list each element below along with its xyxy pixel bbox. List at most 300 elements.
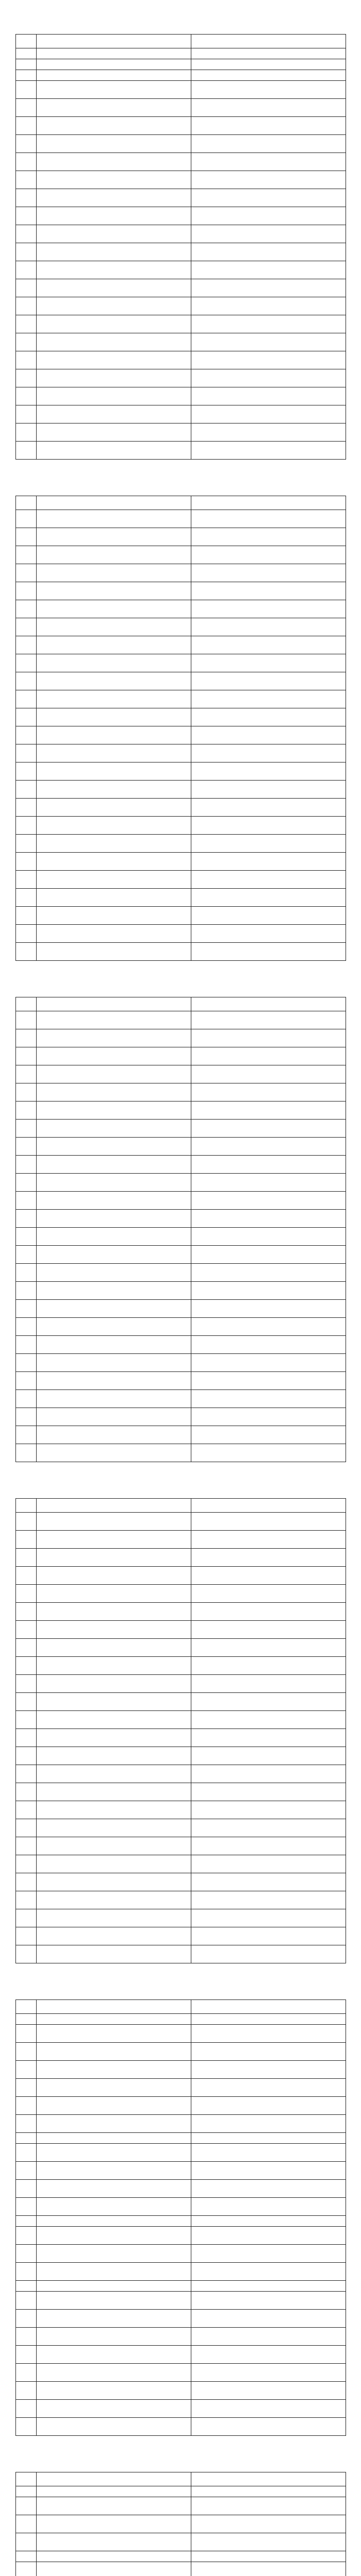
row-project-name xyxy=(37,1927,191,1945)
row-construction-focus xyxy=(191,889,346,907)
table-row xyxy=(16,135,346,153)
table-row xyxy=(16,2400,346,2418)
table-row xyxy=(16,1083,346,1101)
row-number xyxy=(16,1873,37,1891)
table-row xyxy=(16,1426,346,1444)
row-project-name xyxy=(37,171,191,189)
table-row xyxy=(16,1675,346,1693)
row-number xyxy=(16,1192,37,1210)
row-project-name xyxy=(37,528,191,546)
row-number xyxy=(16,1657,37,1675)
row-project-name xyxy=(37,261,191,279)
table-header-row xyxy=(16,2000,346,2014)
row-project-name xyxy=(37,2198,191,2216)
row-construction-focus xyxy=(191,1549,346,1567)
row-construction-focus xyxy=(191,1336,346,1354)
row-number xyxy=(16,423,37,442)
row-project-name xyxy=(37,1675,191,1693)
row-number xyxy=(16,2382,37,2400)
row-construction-focus xyxy=(191,1837,346,1855)
row-project-name xyxy=(37,2515,191,2533)
row-project-name xyxy=(37,1621,191,1639)
row-number xyxy=(16,135,37,153)
row-construction-focus xyxy=(191,817,346,835)
row-number xyxy=(16,333,37,351)
row-number xyxy=(16,59,37,70)
row-number xyxy=(16,943,37,961)
table-row xyxy=(16,2061,346,2079)
row-number xyxy=(16,2346,37,2364)
table-row xyxy=(16,1029,346,1047)
row-project-name xyxy=(37,1855,191,1873)
row-construction-focus xyxy=(191,1390,346,1408)
row-number xyxy=(16,297,37,315)
row-project-name xyxy=(37,1354,191,1372)
row-number xyxy=(16,2400,37,2418)
row-construction-focus xyxy=(191,636,346,654)
table-row xyxy=(16,2043,346,2061)
row-construction-focus xyxy=(191,351,346,369)
table-row xyxy=(16,1873,346,1891)
row-project-name xyxy=(37,2562,191,2576)
table-group-row xyxy=(16,2486,346,2497)
row-construction-focus xyxy=(191,48,346,59)
row-construction-focus xyxy=(191,1873,346,1891)
row-number xyxy=(16,1029,37,1047)
row-project-name xyxy=(37,708,191,726)
table-row xyxy=(16,636,346,654)
row-construction-focus xyxy=(191,442,346,460)
row-construction-focus xyxy=(191,117,346,135)
column-header-construction-focus xyxy=(191,496,346,510)
table-row xyxy=(16,708,346,726)
row-number xyxy=(16,405,37,423)
table-row xyxy=(16,1065,346,1083)
row-number xyxy=(16,243,37,261)
table-header-row xyxy=(16,496,346,510)
row-project-name xyxy=(37,2418,191,2436)
row-number xyxy=(16,2162,37,2180)
table-row xyxy=(16,1174,346,1192)
row-construction-focus xyxy=(191,189,346,207)
row-construction-focus xyxy=(191,1138,346,1156)
row-project-name xyxy=(37,1120,191,1138)
table-row xyxy=(16,297,346,315)
table-row xyxy=(16,2263,346,2281)
row-number xyxy=(16,636,37,654)
row-construction-focus xyxy=(191,135,346,153)
row-number xyxy=(16,2025,37,2043)
table-row xyxy=(16,690,346,708)
table-row xyxy=(16,726,346,744)
table-row xyxy=(16,762,346,781)
table-row xyxy=(16,1513,346,1531)
row-number xyxy=(16,799,37,817)
row-number xyxy=(16,1083,37,1101)
row-project-name xyxy=(37,943,191,961)
table-row xyxy=(16,1372,346,1390)
row-project-name xyxy=(37,654,191,672)
row-number xyxy=(16,546,37,564)
row-construction-focus xyxy=(191,564,346,582)
column-header-project-name xyxy=(37,35,191,48)
row-project-name xyxy=(37,1444,191,1462)
row-construction-focus xyxy=(191,1300,346,1318)
row-project-name xyxy=(37,81,191,99)
row-number xyxy=(16,1318,37,1336)
row-construction-focus xyxy=(191,1711,346,1729)
page-separator xyxy=(15,480,346,496)
row-construction-focus xyxy=(191,799,346,817)
project-table xyxy=(15,34,346,460)
table-row xyxy=(16,2115,346,2133)
row-project-name xyxy=(37,333,191,351)
row-construction-focus xyxy=(191,70,346,81)
row-project-name xyxy=(37,1282,191,1300)
row-construction-focus xyxy=(191,2043,346,2061)
table-row xyxy=(16,1549,346,1567)
table-row xyxy=(16,1156,346,1174)
row-number xyxy=(16,528,37,546)
row-construction-focus xyxy=(191,654,346,672)
row-construction-focus xyxy=(191,1747,346,1765)
table-row xyxy=(16,315,346,333)
table-row xyxy=(16,510,346,528)
row-project-name xyxy=(37,1011,191,1029)
table-row xyxy=(16,1621,346,1639)
row-project-name xyxy=(37,1065,191,1083)
row-number xyxy=(16,2497,37,2515)
row-construction-focus xyxy=(191,2382,346,2400)
table-row xyxy=(16,871,346,889)
table-row xyxy=(16,2180,346,2198)
row-project-name xyxy=(37,835,191,853)
row-project-name xyxy=(37,2079,191,2097)
row-project-name xyxy=(37,297,191,315)
row-project-name xyxy=(37,1264,191,1282)
row-project-name xyxy=(37,853,191,871)
row-number xyxy=(16,1210,37,1228)
table-row xyxy=(16,1210,346,1228)
row-construction-focus xyxy=(191,1120,346,1138)
row-number xyxy=(16,1621,37,1639)
row-project-name xyxy=(37,546,191,564)
table-row xyxy=(16,2227,346,2245)
table-row xyxy=(16,1729,346,1747)
table-row xyxy=(16,1408,346,1426)
row-number xyxy=(16,1567,37,1585)
column-header-construction-focus xyxy=(191,997,346,1011)
table-page xyxy=(15,1999,346,2472)
row-number xyxy=(16,2198,37,2216)
row-construction-focus xyxy=(191,1855,346,1873)
row-construction-focus xyxy=(191,2198,346,2216)
row-number xyxy=(16,726,37,744)
table-row xyxy=(16,1567,346,1585)
table-row xyxy=(16,2562,346,2576)
row-project-name xyxy=(37,1083,191,1101)
row-project-name xyxy=(37,1873,191,1891)
row-project-name xyxy=(37,781,191,799)
table-row xyxy=(16,279,346,297)
row-number xyxy=(16,2014,37,2025)
table-row xyxy=(16,1603,346,1621)
row-project-name xyxy=(37,387,191,405)
row-construction-focus xyxy=(191,2515,346,2533)
column-header-project-name xyxy=(37,496,191,510)
table-row xyxy=(16,2162,346,2180)
table-row xyxy=(16,582,346,600)
table-group-row xyxy=(16,2014,346,2025)
row-construction-focus xyxy=(191,943,346,961)
table-row xyxy=(16,1318,346,1336)
table-row xyxy=(16,207,346,225)
table-row xyxy=(16,2382,346,2400)
row-project-name xyxy=(37,1783,191,1801)
row-number xyxy=(16,744,37,762)
table-row xyxy=(16,171,346,189)
row-number xyxy=(16,564,37,582)
row-number xyxy=(16,2533,37,2551)
table-row xyxy=(16,2364,346,2382)
table-row xyxy=(16,243,346,261)
row-project-name xyxy=(37,1531,191,1549)
row-construction-focus xyxy=(191,2486,346,2497)
row-number xyxy=(16,70,37,81)
row-project-name xyxy=(37,423,191,442)
row-number xyxy=(16,369,37,387)
row-number xyxy=(16,1945,37,1963)
column-header-number xyxy=(16,997,37,1011)
row-number xyxy=(16,1065,37,1083)
row-number xyxy=(16,2328,37,2346)
row-construction-focus xyxy=(191,315,346,333)
row-construction-focus xyxy=(191,153,346,171)
row-construction-focus xyxy=(191,2180,346,2198)
table-page xyxy=(15,2472,346,2576)
row-number xyxy=(16,2551,37,2562)
row-construction-focus xyxy=(191,2364,346,2382)
row-construction-focus xyxy=(191,2418,346,2436)
row-project-name xyxy=(37,600,191,618)
table-row xyxy=(16,907,346,925)
row-number xyxy=(16,1675,37,1693)
row-project-name xyxy=(37,2133,191,2144)
table-row xyxy=(16,799,346,817)
row-construction-focus xyxy=(191,1372,346,1390)
table-row xyxy=(16,2497,346,2515)
row-project-name xyxy=(37,2400,191,2418)
table-page xyxy=(15,496,346,997)
row-construction-focus xyxy=(191,2115,346,2133)
row-construction-focus xyxy=(191,1011,346,1029)
row-number xyxy=(16,1047,37,1065)
table-row xyxy=(16,925,346,943)
row-construction-focus xyxy=(191,618,346,636)
table-row xyxy=(16,564,346,582)
row-project-name xyxy=(37,2346,191,2364)
row-construction-focus xyxy=(191,2227,346,2245)
table-row xyxy=(16,1657,346,1675)
row-construction-focus xyxy=(191,387,346,405)
row-project-name xyxy=(37,442,191,460)
row-number xyxy=(16,279,37,297)
row-project-name xyxy=(37,2263,191,2281)
table-row xyxy=(16,654,346,672)
table-row xyxy=(16,387,346,405)
row-number xyxy=(16,1801,37,1819)
pages-container xyxy=(15,34,346,2576)
row-number xyxy=(16,1909,37,1927)
table-row xyxy=(16,81,346,99)
project-table xyxy=(15,997,346,1462)
row-project-name xyxy=(37,1567,191,1585)
row-construction-focus xyxy=(191,2025,346,2043)
table-row xyxy=(16,1101,346,1120)
row-project-name xyxy=(37,1372,191,1390)
row-number xyxy=(16,2115,37,2133)
row-project-name xyxy=(37,2551,191,2562)
row-number xyxy=(16,2061,37,2079)
row-project-name xyxy=(37,2025,191,2043)
row-project-name xyxy=(37,1246,191,1264)
table-row xyxy=(16,1444,346,1462)
row-construction-focus xyxy=(191,171,346,189)
row-construction-focus xyxy=(191,1675,346,1693)
row-project-name xyxy=(37,690,191,708)
row-project-name xyxy=(37,2061,191,2079)
column-header-construction-focus xyxy=(191,35,346,48)
table-row xyxy=(16,546,346,564)
row-construction-focus xyxy=(191,279,346,297)
row-number xyxy=(16,2486,37,2497)
column-header-number xyxy=(16,496,37,510)
row-number xyxy=(16,1639,37,1657)
column-header-project-name xyxy=(37,997,191,1011)
row-construction-focus xyxy=(191,2162,346,2180)
row-construction-focus xyxy=(191,261,346,279)
row-project-name xyxy=(37,351,191,369)
row-construction-focus xyxy=(191,1192,346,1210)
row-number xyxy=(16,889,37,907)
row-number xyxy=(16,871,37,889)
table-row xyxy=(16,1909,346,1927)
table-row xyxy=(16,1639,346,1657)
row-project-name xyxy=(37,2245,191,2263)
row-project-name xyxy=(37,889,191,907)
row-number xyxy=(16,351,37,369)
row-project-name xyxy=(37,1639,191,1657)
row-project-name xyxy=(37,99,191,117)
row-project-name xyxy=(37,1549,191,1567)
row-number xyxy=(16,618,37,636)
table-row xyxy=(16,225,346,243)
table-row xyxy=(16,889,346,907)
row-construction-focus xyxy=(191,1657,346,1675)
row-project-name xyxy=(37,315,191,333)
row-project-name xyxy=(37,564,191,582)
project-table xyxy=(15,2472,346,2576)
row-project-name xyxy=(37,799,191,817)
row-construction-focus xyxy=(191,1693,346,1711)
row-project-name xyxy=(37,2180,191,2198)
row-number xyxy=(16,817,37,835)
table-row xyxy=(16,1747,346,1765)
row-construction-focus xyxy=(191,781,346,799)
row-project-name xyxy=(37,762,191,781)
row-number xyxy=(16,207,37,225)
row-number xyxy=(16,1228,37,1246)
table-row xyxy=(16,2292,346,2310)
row-project-name xyxy=(37,1729,191,1747)
row-number xyxy=(16,1693,37,1711)
row-number xyxy=(16,835,37,853)
row-project-name xyxy=(37,1210,191,1228)
row-construction-focus xyxy=(191,1765,346,1783)
row-construction-focus xyxy=(191,1047,346,1065)
row-project-name xyxy=(37,2097,191,2115)
table-row xyxy=(16,351,346,369)
table-row xyxy=(16,1264,346,1282)
row-construction-focus xyxy=(191,99,346,117)
table-row xyxy=(16,153,346,171)
row-project-name xyxy=(37,1819,191,1837)
table-row xyxy=(16,1585,346,1603)
row-number xyxy=(16,1336,37,1354)
column-header-number xyxy=(16,1499,37,1513)
row-number xyxy=(16,762,37,781)
row-project-name xyxy=(37,2533,191,2551)
row-project-name xyxy=(37,48,191,59)
row-project-name xyxy=(37,243,191,261)
row-project-name xyxy=(37,1585,191,1603)
row-construction-focus xyxy=(191,582,346,600)
table-row xyxy=(16,618,346,636)
row-construction-focus xyxy=(191,2097,346,2115)
row-number xyxy=(16,654,37,672)
row-construction-focus xyxy=(191,907,346,925)
row-number xyxy=(16,1120,37,1138)
row-construction-focus xyxy=(191,333,346,351)
row-construction-focus xyxy=(191,726,346,744)
row-project-name xyxy=(37,2162,191,2180)
row-number xyxy=(16,672,37,690)
row-number xyxy=(16,99,37,117)
row-project-name xyxy=(37,2328,191,2346)
table-row xyxy=(16,2515,346,2533)
row-construction-focus xyxy=(191,1909,346,1927)
table-row xyxy=(16,528,346,546)
table-row xyxy=(16,2245,346,2263)
row-number xyxy=(16,1426,37,1444)
row-number xyxy=(16,1855,37,1873)
row-construction-focus xyxy=(191,1246,346,1264)
row-project-name xyxy=(37,871,191,889)
row-construction-focus xyxy=(191,1513,346,1531)
row-number xyxy=(16,1711,37,1729)
row-number xyxy=(16,2292,37,2310)
row-number xyxy=(16,1765,37,1783)
row-number xyxy=(16,48,37,59)
column-header-project-name xyxy=(37,2000,191,2014)
row-number xyxy=(16,2263,37,2281)
row-construction-focus xyxy=(191,405,346,423)
document-title xyxy=(15,20,346,29)
row-number xyxy=(16,1300,37,1318)
row-project-name xyxy=(37,726,191,744)
row-number xyxy=(16,600,37,618)
row-construction-focus xyxy=(191,1585,346,1603)
